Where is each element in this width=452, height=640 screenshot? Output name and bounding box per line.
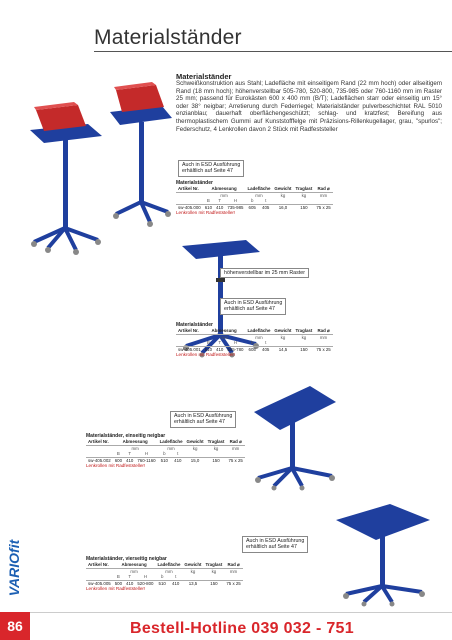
esd-notice (178, 160, 244, 177)
cell: 405 (259, 204, 272, 210)
unit: mm (220, 192, 228, 198)
table-label: Materialständer (176, 322, 213, 328)
spec-table (176, 186, 333, 210)
sub-B: B (116, 574, 120, 579)
sub-t: t (175, 574, 177, 579)
esd-page-ref: erhältlich auf Seite 47 (224, 306, 275, 313)
sub-H: H (143, 574, 147, 579)
height-adjust-note: höhenverstellbar im 25 mm Raster (220, 268, 309, 278)
product-image-stand-tilting (240, 372, 360, 492)
unit: mm (167, 445, 175, 451)
col-rad: Rad ⌀ (226, 439, 244, 445)
col-artikel: Artikel Nr. (176, 186, 203, 192)
sub-B: B (116, 451, 120, 456)
cell: 75 x 25 (316, 346, 331, 352)
cell: 505-780 (227, 346, 244, 352)
cell: 510 (158, 457, 171, 463)
esd-page-ref: erhältlich auf Seite 47 (246, 544, 297, 551)
cell: 605 (245, 204, 258, 210)
col-ladeflaeche: Ladefläche (247, 186, 271, 191)
cell: 510 (155, 580, 168, 586)
col-traglast: Traglast (295, 328, 313, 333)
sub-T: T (128, 451, 132, 456)
col-rad: Rad ⌀ (314, 328, 332, 334)
cell: 735-985 (227, 204, 244, 210)
esd-page-ref: erhältlich auf Seite 47 (182, 168, 233, 175)
col-gewicht: Gewicht (274, 186, 292, 191)
unit: mm (220, 334, 228, 340)
sub-H: H (233, 198, 237, 203)
cell: 405 (259, 346, 272, 352)
footer-divider (30, 612, 452, 613)
table-label: Materialständer (176, 180, 213, 186)
cell: 410 (171, 457, 184, 463)
col-traglast: Traglast (205, 562, 223, 567)
unit: kg (211, 568, 217, 574)
castor-note: Lenkrollen mit Radfeststeller! (176, 210, 236, 215)
cell: 610 (204, 204, 213, 210)
sub-B: B (206, 340, 210, 345)
unit: kg (280, 192, 286, 198)
col-abmessung: Abmessung (113, 562, 156, 568)
cell: 500 (114, 580, 123, 586)
unit: mm (319, 192, 328, 198)
unit: kg (301, 192, 307, 198)
cell: 75 x 25 (228, 457, 243, 463)
sub-b: b (250, 198, 254, 203)
sub-b: b (250, 340, 254, 345)
page-number: 86 (0, 612, 30, 640)
sub-T: T (218, 340, 222, 345)
spec-block-4 (86, 556, 243, 591)
col-ladeflaeche: Ladefläche (159, 439, 183, 444)
unit: mm (229, 568, 238, 574)
spec-table (86, 562, 243, 586)
cell: 75 x 25 (316, 204, 331, 210)
unit: kg (190, 568, 196, 574)
cell: 150 (206, 457, 227, 463)
unit: kg (280, 334, 286, 340)
sub-b: b (160, 574, 164, 579)
col-ladeflaeche: Ladefläche (247, 328, 271, 333)
spec-block-1 (176, 180, 333, 215)
spec-block-2 (176, 322, 333, 357)
col-artikel: Artikel Nr. (86, 439, 113, 445)
cell: sw-405.000 (178, 204, 201, 210)
col-traglast: Traglast (207, 439, 225, 444)
castor-note: Lenkrollen mit Radfeststeller! (176, 352, 236, 357)
sub-t: t (177, 451, 179, 456)
esd-notice (220, 298, 286, 315)
unit: kg (301, 334, 307, 340)
sub-b: b (163, 451, 166, 456)
product-description: Schweißkonstruktion aus Stahl; Ladefläche mit einseitigem Rand (22 mm hoch) oder allseitigem Rand (18 mm hoch); höhenverstellbar 505-780, 520-800, 735-985 oder 760-1160 mm im Raster 25 mm; passend für Eurokästen 600 x 400 mm (B/T); Ladeflächen starr oder einseitig um 15° oder 38° neigbar; Arretierung durch Federriegel; Materialständer pulverbeschichtet RAL 5010 enzianblau; dauerhaft oberflächengeschützt; schlag- und kratzfest; Bereifung aus thermoplastischem Gummi auf Kunststofffelge mit Präzisions-Rillenkugellager, grau, "spurlos"; Federschutz, 4 Lenkrollen davon 2 Stück mit Radfeststeller (176, 80, 442, 133)
table-label: Materialständer, einseitig neigbar (86, 433, 166, 439)
cell: 760-1160 (137, 457, 156, 463)
col-abmessung: Abmessung (203, 328, 246, 334)
col-traglast: Traglast (295, 186, 313, 191)
col-rad: Rad ⌀ (314, 186, 332, 192)
unit: mm (165, 568, 173, 574)
cell: 410 (126, 580, 134, 586)
page-title: Materialständer (94, 26, 452, 52)
unit: mm (130, 568, 138, 574)
cell: 410 (216, 204, 224, 210)
sub-T: T (128, 574, 132, 579)
sub-t: t (265, 198, 267, 203)
cell: 410 (216, 346, 224, 352)
order-hotline: Bestell-Hotline 039 032 - 751 (130, 620, 354, 637)
col-gewicht: Gewicht (184, 562, 202, 567)
castor-note: Lenkrollen mit Radfeststeller! (86, 586, 146, 591)
cell: 150 (204, 580, 225, 586)
product-image-stand-four-side-tilting (326, 498, 446, 608)
cell: 14,5 (272, 346, 293, 352)
unit: mm (255, 192, 263, 198)
col-abmessung: Abmessung (203, 186, 246, 192)
esd-page-ref: erhältlich auf Seite 47 (174, 419, 225, 426)
sub-H: H (144, 451, 149, 456)
cell: 150 (294, 346, 315, 352)
cell: 13,5 (182, 580, 203, 586)
cell: 15,0 (185, 457, 206, 463)
sub-t: t (265, 340, 267, 345)
sub-H: H (233, 340, 237, 345)
esd-line: Auch in ESD Ausführung (224, 300, 283, 306)
cell: sw-405.001 (178, 346, 201, 352)
cell: 610 (204, 346, 213, 352)
col-gewicht: Gewicht (274, 328, 292, 333)
col-abmessung: Abmessung (113, 439, 158, 445)
brand-logo-variofit: VARIOfit (6, 539, 22, 597)
spec-block-3 (86, 433, 245, 468)
cell: sw-405.002 (88, 457, 111, 463)
cell: 150 (294, 204, 315, 210)
esd-line: Auch in ESD Ausführung (174, 413, 233, 419)
col-rad: Rad ⌀ (224, 562, 242, 568)
esd-notice (242, 536, 308, 553)
unit: mm (255, 334, 263, 340)
table-label: Materialständer, vierseitig neigbar (86, 556, 167, 562)
unit: mm (131, 445, 139, 451)
col-ladeflaeche: Ladefläche (157, 562, 181, 567)
esd-line: Auch in ESD Ausführung (246, 538, 305, 544)
col-gewicht: Gewicht (186, 439, 204, 444)
cell: 410 (169, 580, 182, 586)
col-artikel: Artikel Nr. (176, 328, 203, 334)
spec-table (176, 328, 333, 352)
cell: 605 (245, 346, 258, 352)
spec-table (86, 439, 245, 463)
cell: 75 x 25 (226, 580, 241, 586)
unit: kg (192, 445, 198, 451)
cell: 16,0 (272, 204, 293, 210)
sub-T: T (218, 198, 222, 203)
unit: mm (231, 445, 240, 451)
esd-line: Auch in ESD Ausführung (182, 162, 241, 168)
unit: kg (213, 445, 219, 451)
esd-notice (170, 411, 236, 428)
sub-B: B (206, 198, 210, 203)
unit: mm (319, 334, 328, 340)
product-title: Materialständer (176, 72, 232, 81)
cell: 600 (114, 457, 123, 463)
cell: sw-405.005 (88, 580, 111, 586)
product-image-stands-with-crates (26, 72, 174, 257)
cell: 410 (126, 457, 134, 463)
cell: 520-800 (137, 580, 154, 586)
col-artikel: Artikel Nr. (86, 562, 113, 568)
castor-note: Lenkrollen mit Radfeststeller! (86, 463, 146, 468)
